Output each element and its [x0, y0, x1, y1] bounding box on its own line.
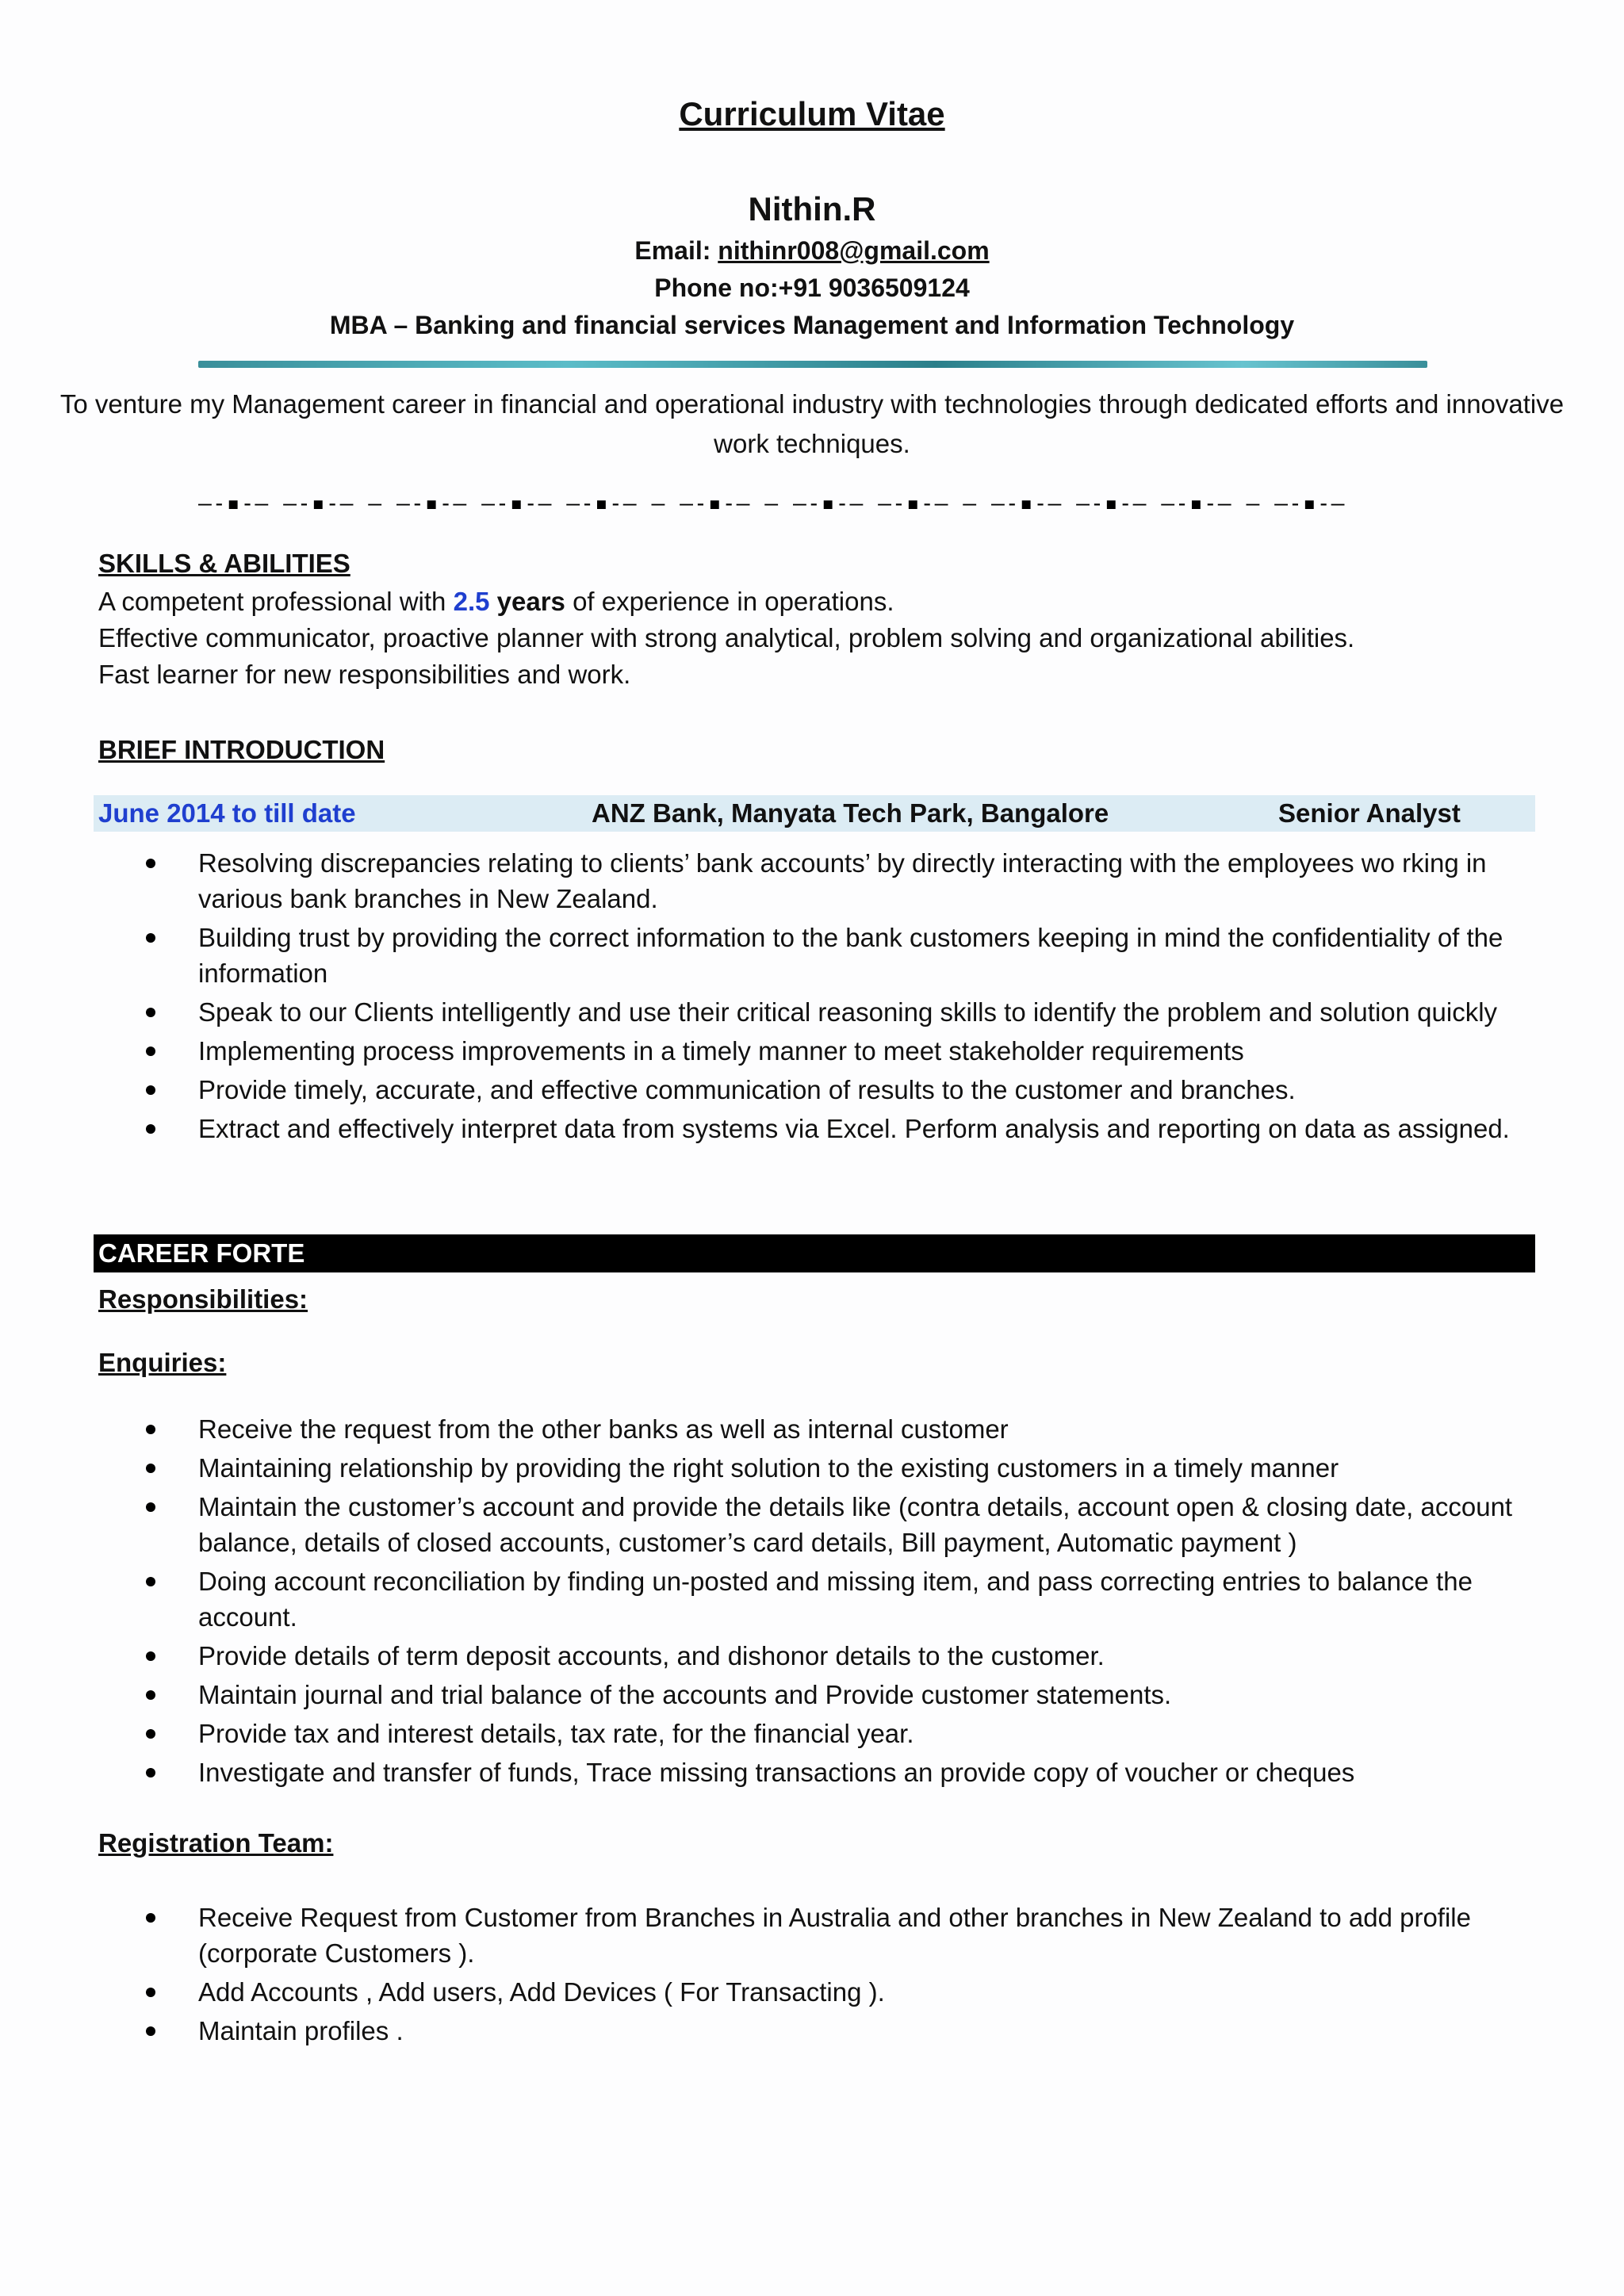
list-item: Provide tax and interest details, tax rate, for the financial year. — [98, 1716, 1545, 1751]
list-item: Provide timely, accurate, and effective communication of results to the customer and branches. — [98, 1072, 1545, 1108]
intro-heading: BRIEF INTRODUCTION — [98, 735, 385, 764]
list-item: Building trust by providing the correct information to the bank customers keeping in mind the confidentiality of the information — [98, 920, 1545, 991]
enquiries-heading: Enquiries: — [98, 1348, 227, 1377]
list-item: Receive the request from the other banks as well as internal customer — [98, 1411, 1545, 1447]
job-role: Senior Analyst — [1278, 798, 1461, 828]
skills-line-1-post: of experience in operations. — [565, 587, 894, 616]
degree-line: MBA – Banking and financial services Management and Information Technology — [329, 311, 1295, 339]
job-header-bar — [94, 795, 1535, 832]
skills-line-3: Fast learner for new responsibilities and work. — [98, 660, 631, 689]
candidate-name: Nithin.R — [748, 190, 876, 228]
registration-heading: Registration Team: — [98, 1828, 334, 1858]
responsibilities-heading: Responsibilities: — [98, 1284, 308, 1314]
career-heading-bar — [94, 1234, 1535, 1272]
skills-text — [98, 584, 1561, 693]
list-item: Extract and effectively interpret data from systems via Excel. Perform analysis and reporting on data as assigned. — [98, 1111, 1545, 1146]
header-divider — [198, 361, 1427, 368]
list-item: Receive Request from Customer from Branches in Australia and other branches in New Zealand to add profile (corporate Customers ). — [98, 1900, 1545, 1971]
list-item: Investigate and transfer of funds, Trace missing transactions an provide copy of voucher or cheques — [98, 1755, 1545, 1790]
years-label: years — [489, 587, 565, 616]
job-date: June 2014 to till date — [98, 798, 356, 828]
email-label: Email: — [634, 236, 718, 265]
career-heading: CAREER FORTE — [98, 1238, 305, 1268]
intro-bullets — [98, 845, 1545, 1150]
list-item: Maintain profiles . — [98, 2013, 1545, 2049]
list-item: Add Accounts , Add users, Add Devices ( For Transacting ). — [98, 1974, 1545, 2010]
skills-line-1-pre: A competent professional with — [98, 587, 454, 616]
list-item: Doing account reconciliation by finding un-posted and missing item, and pass correcting entries to balance the account. — [98, 1563, 1545, 1635]
objective-text: To venture my Management career in financial and operational industry with technologies through dedicated efforts and innovative work techniques. — [59, 389, 1565, 458]
phone-line: Phone no:+91 9036509124 — [654, 274, 970, 302]
enquiries-bullets — [98, 1411, 1545, 1793]
registration-bullets — [98, 1900, 1545, 2052]
list-item: Provide details of term deposit accounts, and dishonor details to the customer. — [98, 1638, 1545, 1674]
list-item: Resolving discrepancies relating to clients’ bank accounts’ by directly interacting with the employees wo rking in various bank branches in New Zealand. — [98, 845, 1545, 916]
skills-line-2: Effective communicator, proactive planner with strong analytical, problem solving and organizational abilities. — [98, 623, 1355, 652]
email-link[interactable]: nithinr008@gmail.com — [718, 236, 990, 265]
list-item: Speak to our Clients intelligently and use their critical reasoning skills to identify the problem and solution quickly — [98, 994, 1545, 1030]
skills-line-1 — [98, 584, 1561, 620]
email-line — [0, 236, 1624, 266]
experience-years: 2.5 — [453, 587, 490, 616]
dashed-divider: —-▪-— —-▪-— — —-▪-— —-▪-— —-▪-— — —-▪-— — —-▪-— —-▪-— — —-▪-— —-▪-— —-▪-— — —-▪-– — [198, 490, 1346, 516]
list-item: Maintain journal and trial balance of the accounts and Provide customer statements. — [98, 1677, 1545, 1712]
list-item: Implementing process improvements in a timely manner to meet stakeholder requirements — [98, 1033, 1545, 1069]
list-item: Maintain the customer’s account and provide the details like (contra details, account open & closing date, account balance, details of closed accounts, customer’s card details, Bill payment, Automatic payment ) — [98, 1489, 1545, 1560]
job-organization: ANZ Bank, Manyata Tech Park, Bangalore — [592, 798, 1109, 828]
list-item: Maintaining relationship by providing the right solution to the existing customers in a timely manner — [98, 1450, 1545, 1486]
document-title: Curriculum Vitae — [679, 95, 945, 132]
skills-heading: SKILLS & ABILITIES — [98, 549, 350, 578]
